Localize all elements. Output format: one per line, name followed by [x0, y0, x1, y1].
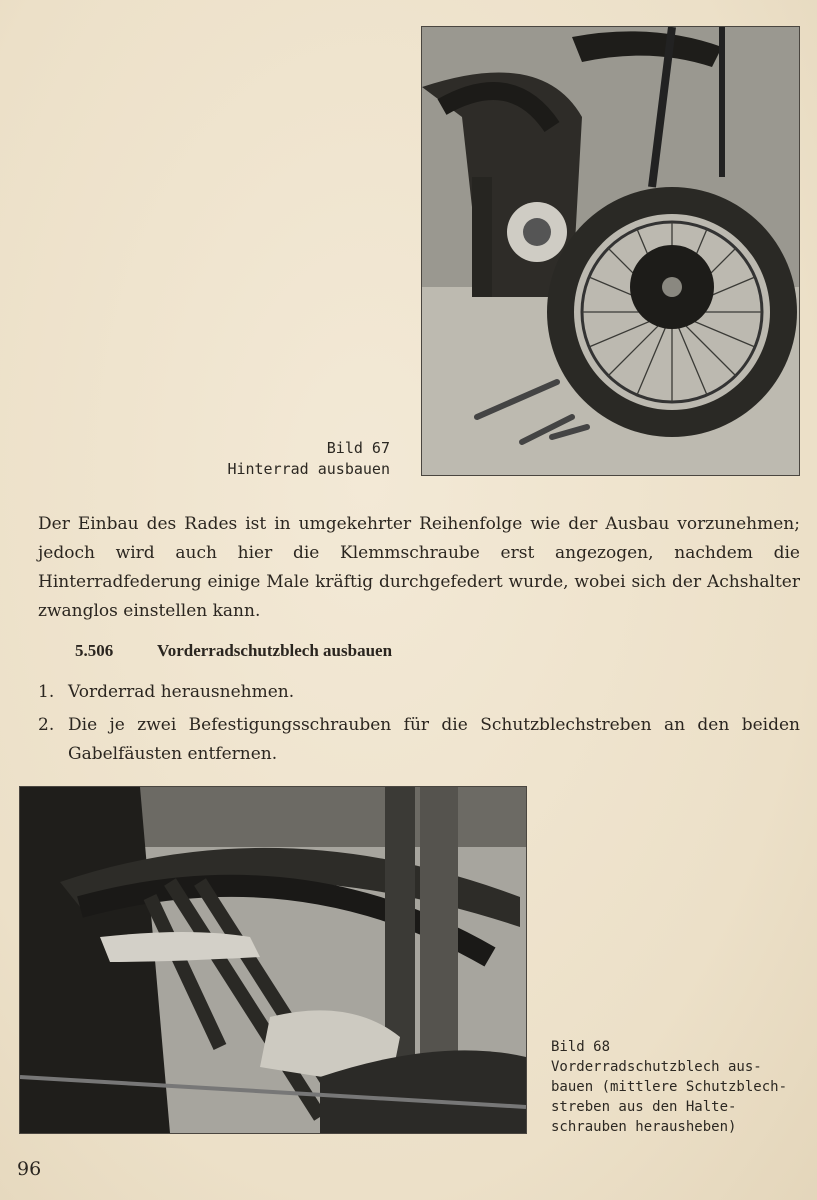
- figure-67-label: Bild 67: [326, 439, 390, 457]
- page-number: 96: [17, 1158, 42, 1180]
- section-heading: [75, 641, 392, 661]
- figure-67-caption: [140, 438, 390, 480]
- figure-68-caption-line: bauen (mittlere Schutzblech-: [551, 1079, 788, 1095]
- figure-68-caption-line: schrauben herausheben): [551, 1119, 737, 1135]
- figure-68-caption-line: Vorderradschutzblech aus-: [551, 1059, 762, 1075]
- figure-68-caption-line: streben aus den Halte-: [551, 1099, 737, 1115]
- step-number: 2.: [38, 715, 55, 735]
- step-text: Vorderrad herausnehmen.: [68, 682, 295, 702]
- rear-wheel-illustration: [422, 27, 799, 475]
- figure-68-label: Bild 68: [551, 1039, 611, 1055]
- photo-rear-wheel-removal: [421, 26, 800, 476]
- step-number: 1.: [38, 682, 55, 702]
- front-mudguard-illustration: [20, 787, 526, 1133]
- list-item: [38, 678, 800, 707]
- steps-list: [38, 678, 800, 773]
- section-title: Vorderradschutzblech ausbauen: [157, 641, 393, 660]
- figure-67-title: Hinterrad ausbauen: [227, 460, 390, 478]
- section-number: 5.506: [75, 641, 114, 660]
- figure-68-caption: [551, 1037, 801, 1137]
- photo-front-mudguard-removal: [19, 786, 527, 1134]
- body-paragraph: Der Einbau des Rades ist in umgekehrter Reihenfolge wie der Ausbau vorzunehmen; jedoch wird auch hier die Klemmschraube erst angezogen, nachdem die Hinterradfederung einige Male kräftig durchgefedert wurde, wobei sich der Achshalter zwanglos einstellen kann.: [38, 514, 800, 621]
- step-text: Die je zwei Befestigungsschrauben für die Schutzblechstreben an den beiden Gabelfäusten entfernen.: [68, 715, 800, 764]
- list-item: [38, 711, 800, 769]
